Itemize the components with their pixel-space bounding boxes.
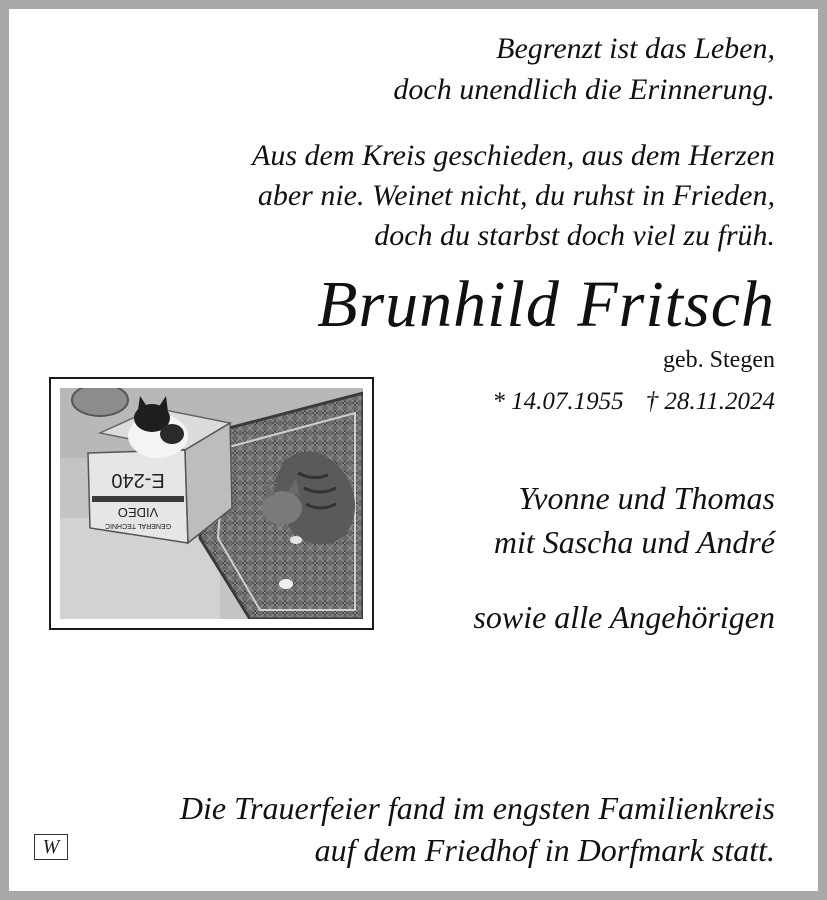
- cat-in-box-patch: [160, 424, 184, 444]
- quote-2-line-1: Aus dem Kreis geschieden, aus dem Herzen: [252, 139, 775, 172]
- lamp-shade: [72, 388, 128, 416]
- quote-1-line-1: Begrenzt ist das Leben,: [496, 32, 775, 65]
- mourners-line-1: Yvonne und Thomas: [518, 480, 775, 516]
- publisher-logo: [34, 834, 68, 860]
- death-date: † 28.11.2024: [645, 388, 775, 415]
- birth-date: * 14.07.1955: [492, 388, 624, 415]
- box-stripe: [92, 496, 184, 502]
- funeral-notice-line-2: auf dem Friedhof in Dorfmark statt.: [314, 832, 775, 868]
- publisher-logo-mark: W: [42, 836, 60, 858]
- box-print-brand: GENERAL TECHNIC: [104, 522, 172, 529]
- memorial-photo: [49, 377, 374, 630]
- funeral-notice-line-1: Die Trauerfeier fand im engsten Familienkreis: [179, 790, 775, 826]
- mourners-line-2: mit Sascha und André: [493, 524, 775, 560]
- deceased-name: Brunhild Fritsch: [317, 268, 775, 341]
- box-print-e240: E-240: [111, 469, 165, 491]
- mourners-line-3: sowie alle Angehörigen: [473, 599, 775, 635]
- cats-photo-illustration: [60, 388, 363, 619]
- quote-2-line-3: doch du starbst doch viel zu früh.: [374, 219, 775, 252]
- box-print-video: VIDEO: [117, 505, 159, 520]
- tabby-cat-paw: [279, 579, 293, 589]
- quote-2-line-2: aber nie. Weinet nicht, du ruhst in Frieden,: [257, 179, 775, 212]
- birth-name: geb. Stegen: [663, 347, 775, 373]
- life-dates: [492, 389, 775, 414]
- quote-1-line-2: doch unendlich die Erinnerung.: [393, 73, 775, 106]
- tabby-cat-paw-2: [290, 536, 302, 544]
